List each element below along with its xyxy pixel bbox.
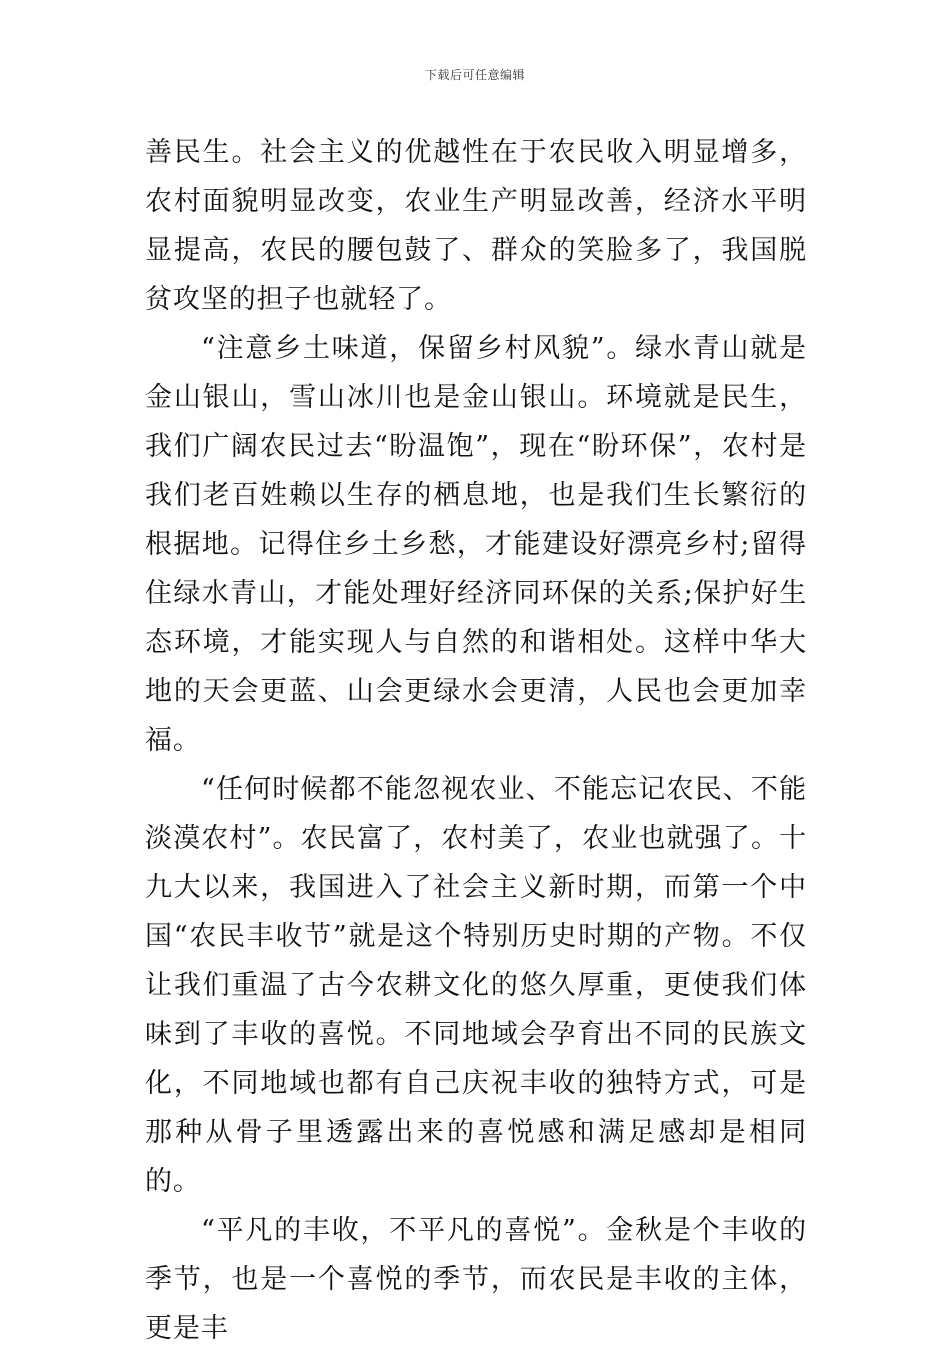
paragraph-rural-landscape: “注意乡土味道，保留乡村风貌”。绿水青山就是金山银山，雪山冰川也是金山银山。环境就是民生，我们广阔农民过去“盼温饱”，现在“盼环保”，农村是我们老百姓赖以生存的栖息地，也是我们生长繁衍的根据地。记得住乡土乡愁，才能建设好漂亮乡村;留得住绿水青山，才能处理好经济同环保的关系;保护好生态环境，才能实现人与自然的和谐相处。这样中华大地的天会更蓝、山会更绿水会更清，人民也会更加幸福。 [145, 333, 807, 756]
paragraph-agriculture: “任何时候都不能忽视农业、不能忘记农民、不能淡漠农村”。农民富了，农村美了，农业也就强了。十九大以来，我国进入了社会主义新时期，而第一个中国“农民丰收节”就是这个特别历史时期的产物。不仅让我们重温了古今农耕文化的悠久厚重，更使我们体味到了丰收的喜悦。不同地域会孕育出不同的民族文化，不同地域也都有自己庆祝丰收的独特方式，可是那种从骨子里透露出来的喜悦感和满足感却是相同的。 [145, 774, 807, 1197]
paragraph-harvest-joy: “平凡的丰收，不平凡的喜悦”。金秋是个丰收的季节，也是一个喜悦的季节，而农民是丰收的主体，更是丰 [145, 1215, 807, 1344]
page-header-note: 下载后可任意编辑 [424, 68, 525, 82]
paragraph-continuation: 善民生。社会主义的优越性在于农民收入明显增多，农村面貌明显改变，农业生产明显改善，经济水平明显提高，农民的腰包鼓了、群众的笑脸多了，我国脱贫攻坚的担子也就轻了。 [145, 137, 807, 315]
document-body [145, 128, 807, 1353]
